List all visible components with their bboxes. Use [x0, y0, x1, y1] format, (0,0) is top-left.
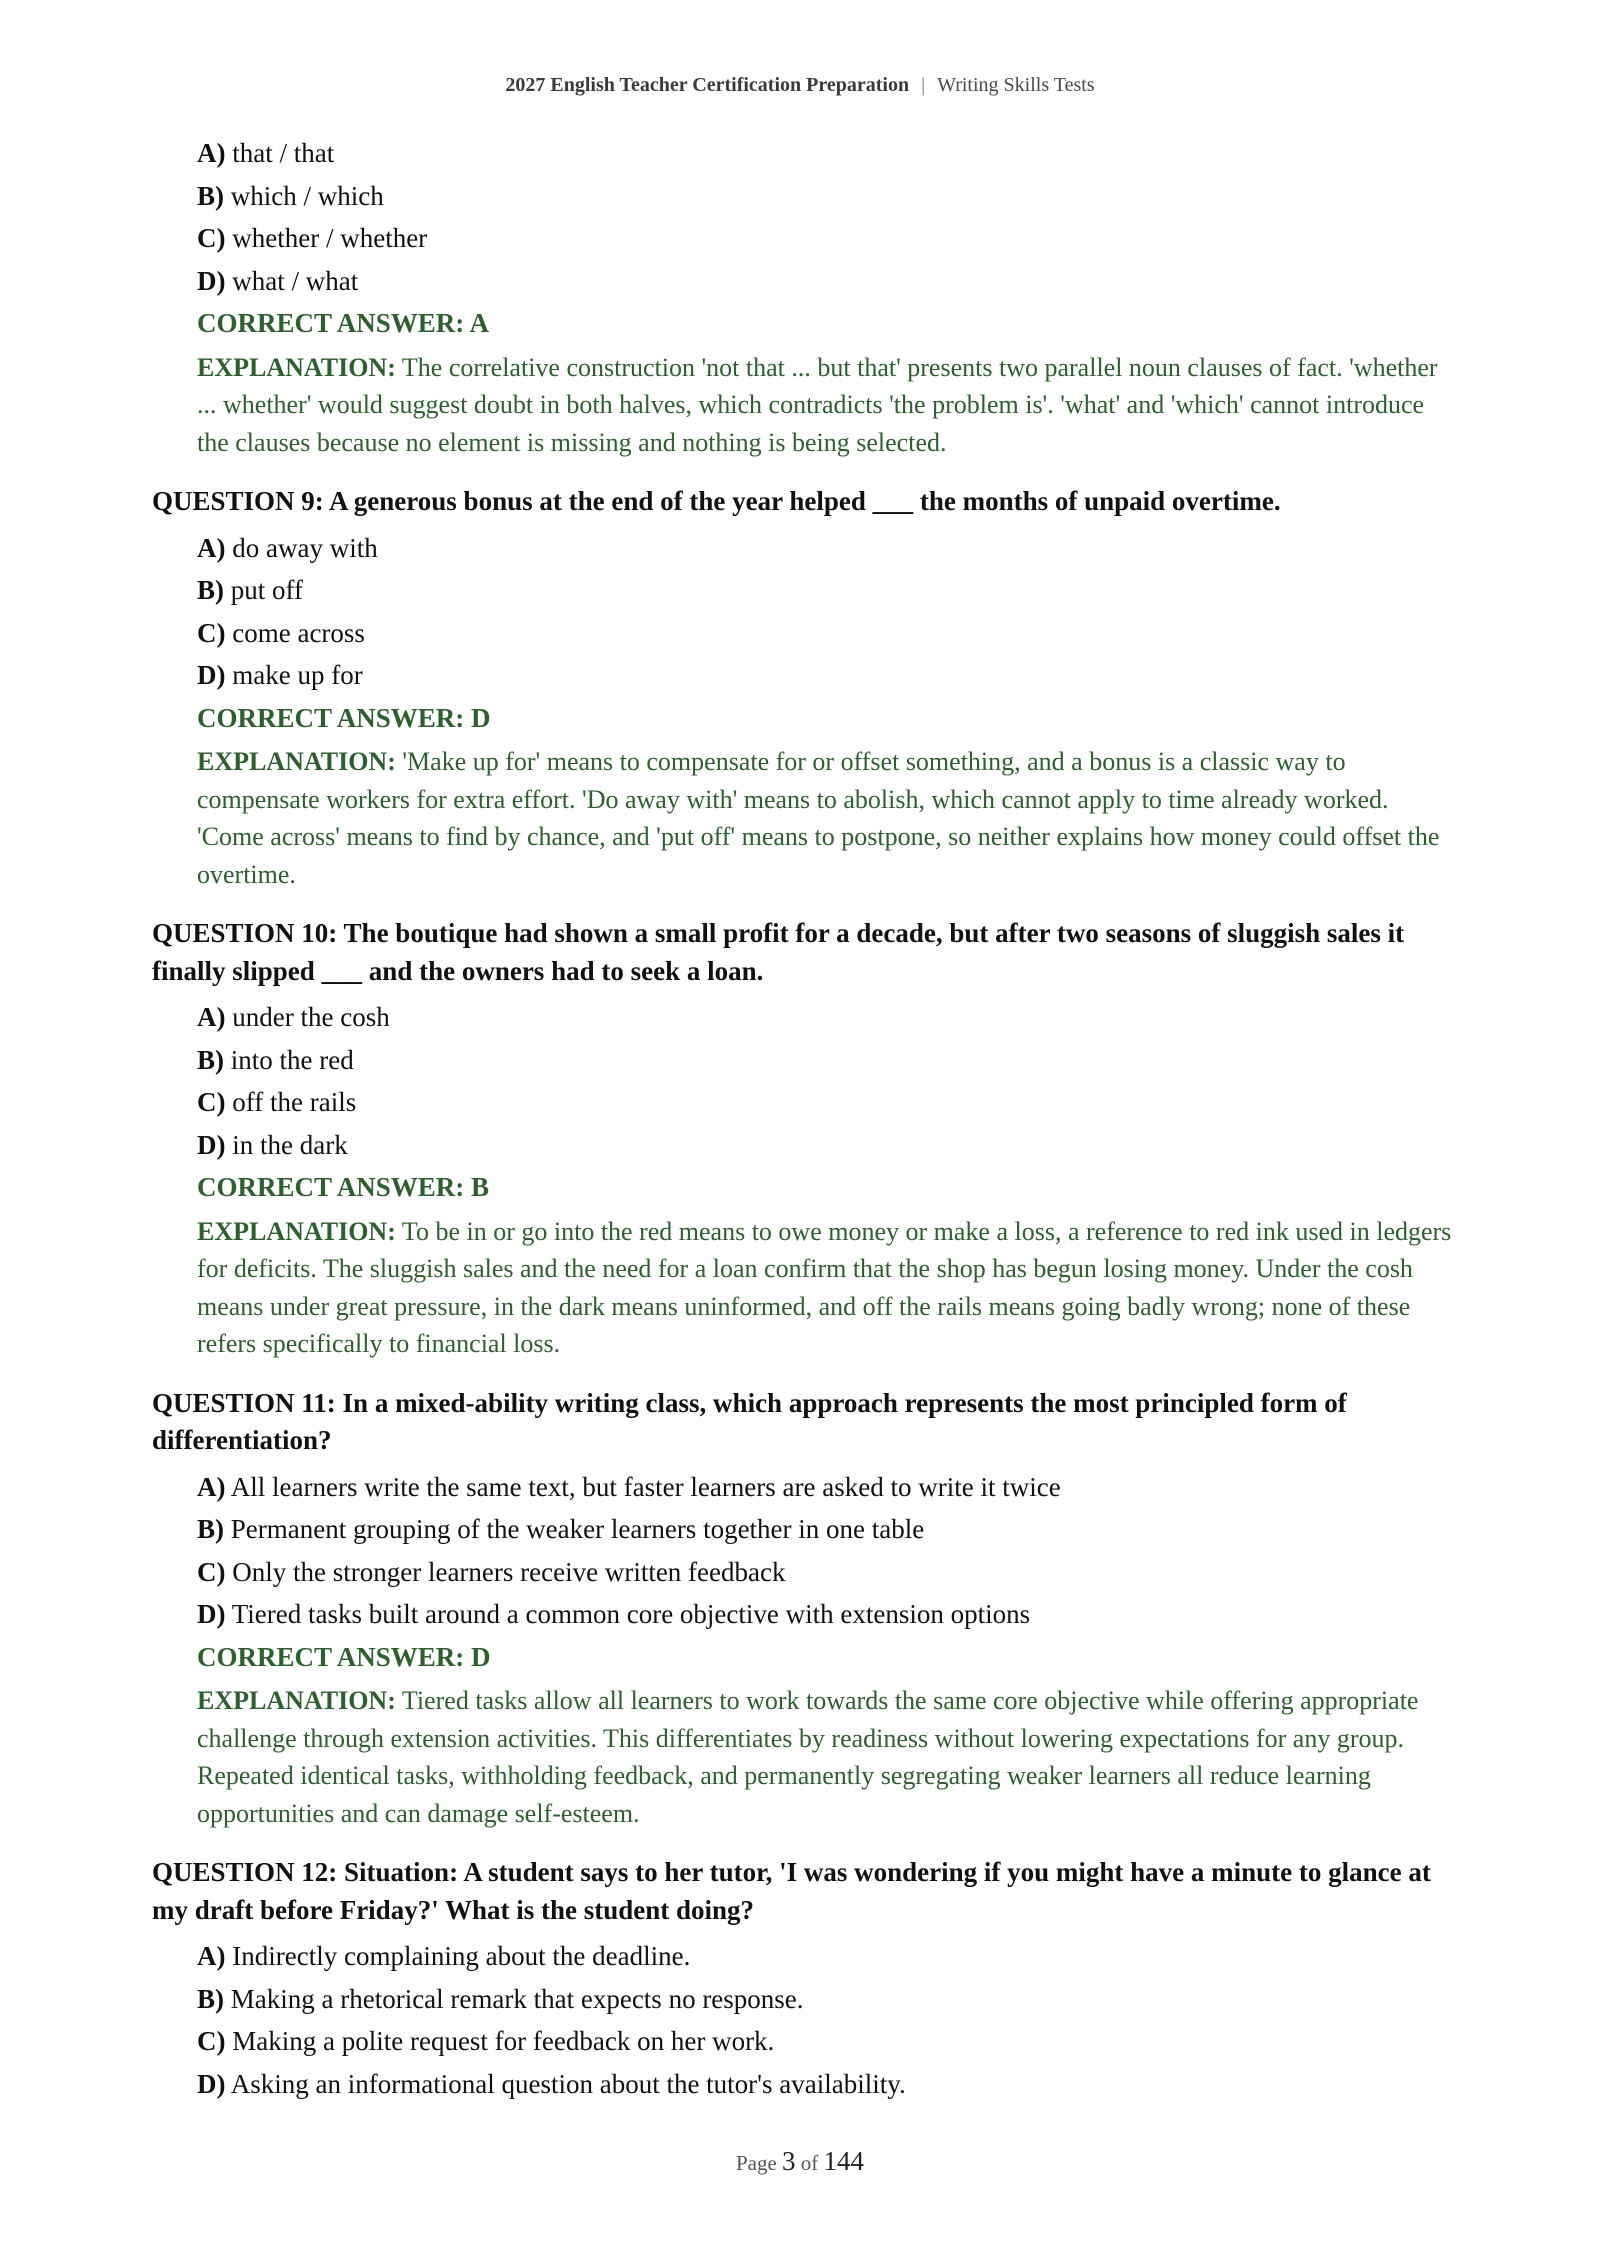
option-a: A) All learners write the same text, but faster learners are asked to write it twice	[197, 1471, 1061, 1502]
page-content	[152, 132, 1452, 2105]
option-d: D) Asking an informational question about the tutor's availability.	[197, 2068, 906, 2099]
option-d: D) Tiered tasks built around a common core objective with extension options	[197, 1599, 1031, 1629]
correct-answer: CORRECT ANSWER: D	[197, 1641, 491, 1672]
option-a: A) under the cosh	[197, 1002, 390, 1032]
option-b: B) Making a rhetorical remark that expects no response.	[197, 1983, 804, 2014]
header-title: 2027 English Teacher Certification Preparation	[505, 74, 910, 96]
page-word: Page	[735, 2151, 777, 2175]
option-b: B) into the red	[197, 1044, 354, 1075]
question-12	[152, 1854, 1452, 2105]
total-pages: 144	[823, 2146, 865, 2176]
explanation: EXPLANATION: To be in or go into the red means to owe money or make a loss, a reference to red ink used in ledgers for deficits. The sluggish sales and the need for a loan confirm that the shop has begun losing money. Under the cosh means under great pressure, in the dark means uninformed, and off the rails means going badly wrong; none of these refers specifically to financial loss.	[197, 1216, 1452, 1358]
option-b: B) Permanent grouping of the weaker learners together in one table	[197, 1514, 925, 1544]
correct-answer: CORRECT ANSWER: D	[197, 702, 491, 733]
explanation: EXPLANATION: The correlative construction 'not that ... but that' presents two parallel noun clauses of fact. 'whether ... whether' would suggest doubt in both halves, which contradicts 'the problem is'. 'what' and 'which' cannot introduce the clauses because no element is missing and nothing is being selected.	[197, 352, 1438, 457]
option-d: D) make up for	[197, 660, 363, 690]
option-d: D) what / what	[197, 265, 359, 296]
header-section: Writing Skills Tests	[937, 74, 1095, 96]
question-text: QUESTION 11: In a mixed-ability writing class, which approach represents the most principled form of differentiation?	[152, 1387, 1347, 1455]
option-b: B) put off	[197, 575, 303, 605]
option-c: C) Making a polite request for feedback on her work.	[197, 2026, 775, 2056]
option-a: A) do away with	[197, 532, 378, 563]
question-8-continued	[152, 132, 1452, 461]
page-footer	[0, 2146, 1600, 2177]
correct-answer: CORRECT ANSWER: A	[197, 308, 490, 338]
option-a: A) Indirectly complaining about the deadline.	[197, 1941, 691, 1971]
explanation: EXPLANATION: Tiered tasks allow all learners to work towards the same core objective while offering appropriate challenge through extension activities. This differentiates by readiness without lowering expectations for any group. Repeated identical tasks, withholding feedback, and permanently segregating weaker learners all reduce learning opportunities and can damage self-esteem.	[197, 1686, 1419, 1828]
option-b: B) which / which	[197, 180, 384, 211]
question-11	[152, 1385, 1452, 1833]
page-header	[0, 74, 1600, 97]
option-d: D) in the dark	[197, 1129, 348, 1160]
option-c: C) come across	[197, 617, 365, 648]
correct-answer: CORRECT ANSWER: B	[197, 1172, 490, 1202]
page-number: 3	[782, 2146, 796, 2176]
option-a: A) that / that	[197, 138, 335, 168]
question-10	[152, 915, 1452, 1363]
of-word: of	[800, 2151, 819, 2175]
option-c: C) Only the stronger learners receive written feedback	[197, 1556, 786, 1587]
header-separator: |	[921, 74, 926, 96]
question-text: QUESTION 12: Situation: A student says to her tutor, 'I was wondering if you might have a minute to glance at my draft before Friday?' What is the student doing?	[152, 1857, 1431, 1925]
question-text: QUESTION 10: The boutique had shown a small profit for a decade, but after two seasons of sluggish sales it finally slipped ___ and the owners had to seek a loan.	[152, 918, 1405, 986]
option-c: C) off the rails	[197, 1087, 357, 1117]
question-text: QUESTION 9: A generous bonus at the end of the year helped ___ the months of unpaid overtime.	[152, 486, 1281, 516]
explanation: EXPLANATION: 'Make up for' means to compensate for or offset something, and a bonus is a classic way to compensate workers for extra effort. 'Do away with' means to abolish, which cannot apply to time already worked. 'Come across' means to find by chance, and 'put off' means to postpone, so neither explains how money could offset the overtime.	[197, 747, 1440, 889]
option-c: C) whether / whether	[197, 223, 428, 253]
question-9	[152, 483, 1452, 893]
